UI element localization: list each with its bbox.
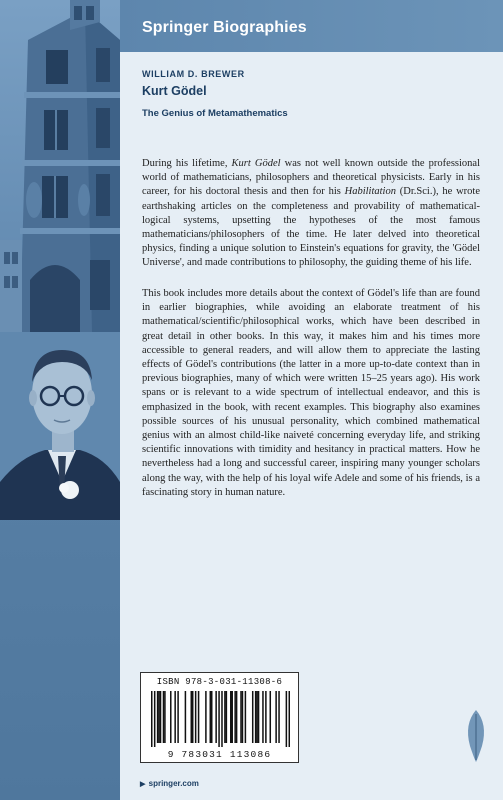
barcode-bars [151, 691, 290, 747]
website-text: springer.com [148, 779, 199, 788]
barcode-bar [185, 691, 187, 743]
barcode-bar [230, 691, 232, 743]
portrait-photo [0, 332, 120, 520]
blurb-p1-text-c: (Dr.Sci.), he wrote earthshaking articles on the completeness and provability of mathematical-logical systems, upsetting the hypotheses of the most famous mathematicians/philosophers of the time. He later delved into theoretical physics, finding a unique solution to Einstein's equations for gravity, the 'Gödel Universe', and made contributions to philosophy, the guiding theme of his life. [142, 186, 481, 269]
springer-horse-logo-icon [460, 706, 492, 764]
barcode-bar [240, 691, 242, 743]
barcode-bar [198, 691, 200, 743]
barcode-bar [236, 691, 238, 743]
barcode-bar [226, 691, 228, 743]
barcode-bar [265, 691, 267, 743]
barcode-bar [258, 691, 260, 743]
blurb-p1-habilitation-italic: Habilitation [344, 186, 396, 198]
barcode-bar [252, 691, 254, 743]
barcode-bar [192, 691, 194, 743]
barcode-bar [270, 691, 272, 743]
barcode-bar [215, 691, 217, 743]
ean-digits: 9 783031 113086 [167, 749, 272, 760]
barcode-bar [255, 691, 257, 743]
blurb-p1-name-italic: Kurt Gödel [231, 158, 281, 169]
barcode-bar [177, 691, 179, 743]
book-title: Kurt Gödel [142, 84, 207, 98]
barcode-bar [154, 691, 156, 747]
barcode-bar [160, 691, 162, 743]
barcode-bar [210, 691, 212, 743]
barcode-bar [231, 691, 233, 743]
barcode-bar [158, 691, 160, 743]
isbn-label: ISBN 978-3-031-11308-6 [156, 677, 283, 687]
barcode-bar [256, 691, 258, 743]
barcode-bar [275, 691, 277, 743]
barcode-bar [191, 691, 193, 743]
arrow-right-icon: ▶ [140, 781, 146, 788]
blurb-paragraph-2: This book includes more details about the context of Gödel's life than are found in earlier biographies, while avoiding an elaborate treatment of his mathematical/scientific/philosophical works, which have been described in great detail in other books. In this way, it makes him and his times more accessible to general readers, and will allow them to appreciate the lasting effects of Gödel's contributions (the latter in a more up-to-date context than in previous biographies, many of which were written 15–25 years ago). His work spans or is relevant to a wide spectrum of intellectual endeavor, and this is emphasized in the book, with recent examples. This biography also examines possible sources of his unusual personality, which combined mathematical genius with an almost child-like naiveté concerning everyday life, and striking scientific innovations with timidity and hesitancy in practical matters. How he nevertheless had a long and successful career, inspiring many younger scholars along the way, with the help of his loyal wife Adele and some of his friends, is a fascinating story in human nature. [142, 288, 480, 498]
barcode-bar [211, 691, 213, 743]
barcode-bar [242, 691, 244, 743]
barcode-bar [289, 691, 290, 747]
barcode-bar [262, 691, 264, 743]
barcode-bar [245, 691, 247, 743]
publisher-website[interactable] [140, 779, 199, 788]
barcode-bar [218, 691, 220, 747]
barcode-bar [170, 691, 172, 743]
blurb-p1-text-a: During his lifetime, [142, 158, 232, 169]
barcode-bar [151, 691, 153, 747]
barcode-bar [278, 691, 280, 743]
series-title: Springer Biographies [142, 19, 307, 36]
blurb-p1-text-b: was not well known outside the professional world of mathematicians, philosophers and theoretical physicists. Early in his career, for his doctoral thesis and then for his [142, 158, 480, 198]
barcode-bar [163, 691, 165, 743]
barcode-bar [174, 691, 176, 743]
book-subtitle: The Genius of Metamathematics [142, 108, 288, 119]
building-photo [0, 0, 120, 332]
barcode-bar [205, 691, 207, 743]
barcode-bar [224, 691, 226, 743]
barcode-bar [286, 691, 288, 747]
barcode-bar [221, 691, 223, 747]
barcode-bar [234, 691, 236, 743]
isbn-barcode [140, 672, 299, 763]
blurb-paragraph-1 [142, 157, 480, 271]
barcode-bar [157, 691, 159, 743]
barcode-bar [195, 691, 197, 743]
barcode-bar [164, 691, 166, 743]
author-name: WILLIAM D. BREWER [142, 69, 245, 79]
